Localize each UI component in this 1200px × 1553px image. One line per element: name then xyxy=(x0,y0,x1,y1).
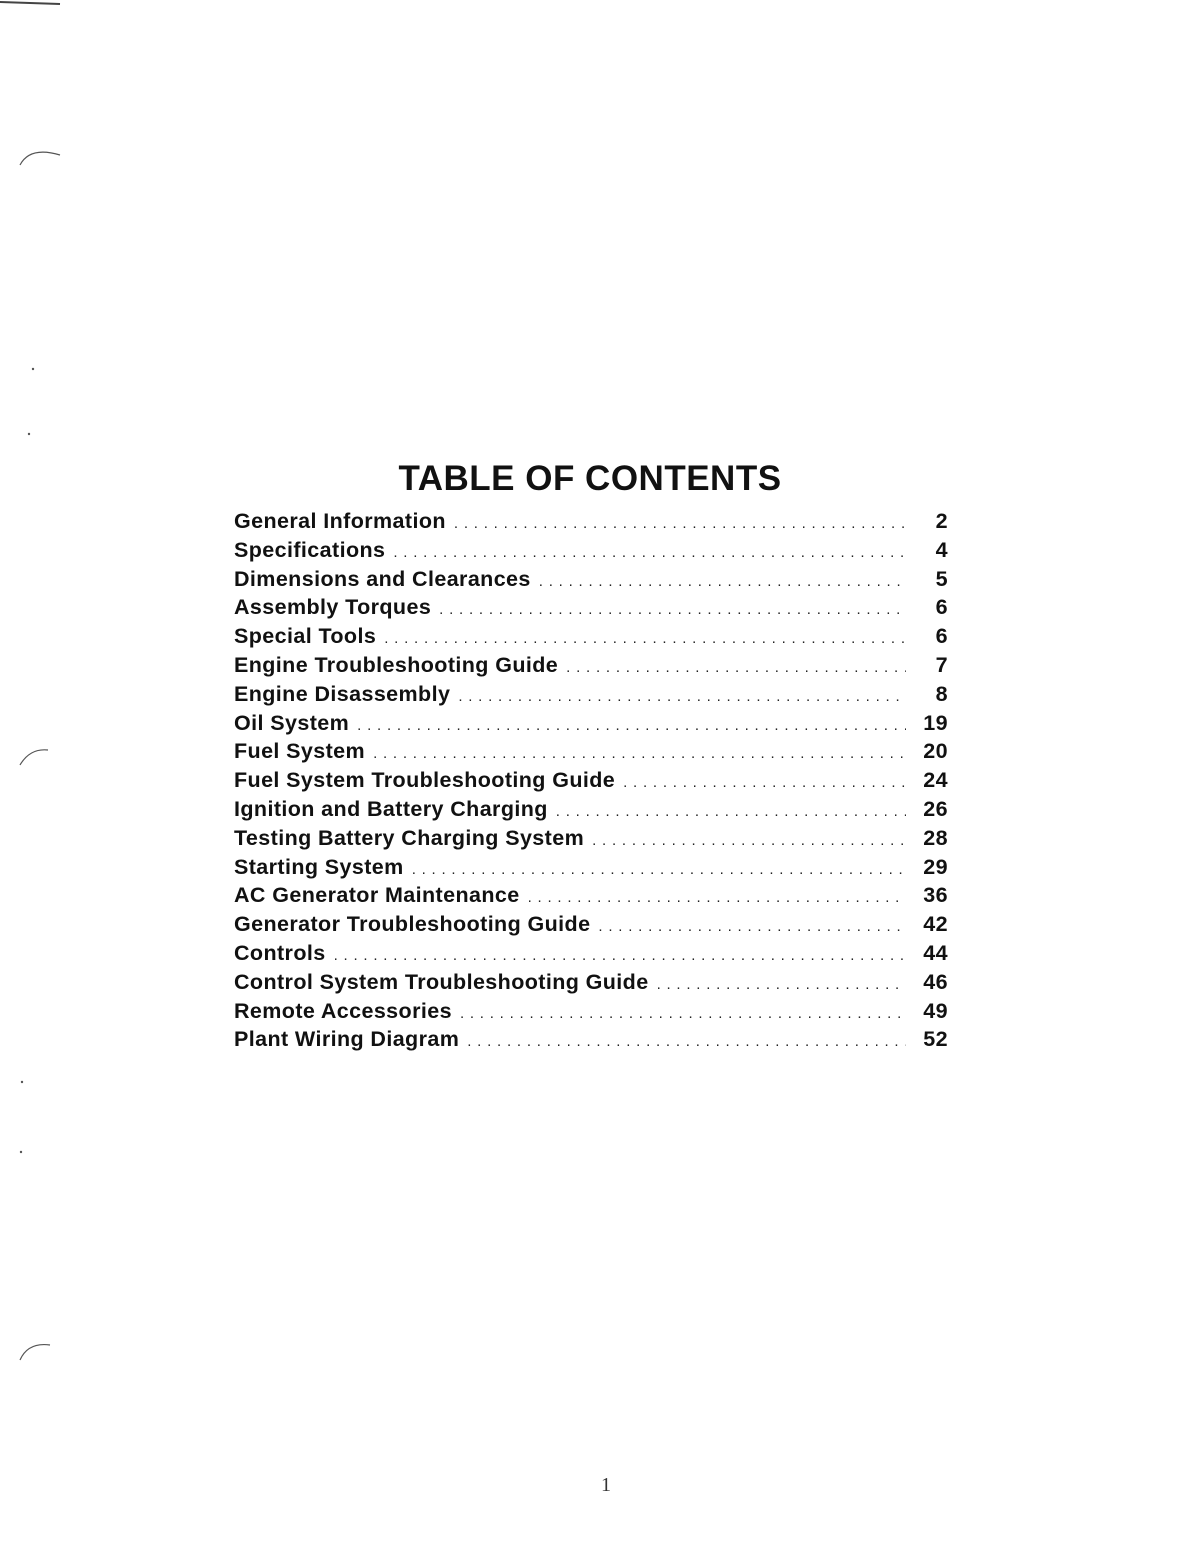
toc-entry xyxy=(234,711,948,740)
dot-leader xyxy=(653,976,906,993)
toc-entry-page: 20 xyxy=(923,739,948,764)
toc-entry-page: 7 xyxy=(935,652,948,677)
toc-entry-page: 24 xyxy=(923,768,948,793)
toc-entry-title: Controls xyxy=(234,940,326,965)
dot-leader xyxy=(619,774,906,791)
punch-hole-mark-top xyxy=(20,152,60,165)
toc-entry-page: 6 xyxy=(935,595,948,620)
toc-entry-page: 8 xyxy=(935,681,948,706)
toc-entry-title: Engine Disassembly xyxy=(234,681,451,706)
punch-hole-mark-bottom xyxy=(20,1345,50,1360)
toc-entry-title: Oil System xyxy=(234,710,350,735)
scan-speck xyxy=(28,433,30,435)
toc-entry xyxy=(234,826,948,855)
toc-entry-page: 6 xyxy=(935,624,948,649)
dot-leader xyxy=(369,745,906,762)
toc-entry xyxy=(234,797,948,826)
toc-entry xyxy=(234,509,948,538)
toc-entry xyxy=(234,538,948,567)
scan-speck xyxy=(20,1151,22,1153)
toc-entry-title: Fuel System xyxy=(234,739,366,764)
dot-leader xyxy=(435,601,906,618)
toc-entry-title: Starting System xyxy=(234,854,404,879)
toc-entry xyxy=(234,855,948,884)
dot-leader xyxy=(524,889,906,906)
toc-entry xyxy=(234,999,948,1028)
toc-entry-page: 19 xyxy=(923,710,948,735)
punch-hole-mark-middle xyxy=(20,750,48,765)
table-of-contents xyxy=(234,509,948,1056)
dot-leader xyxy=(389,544,906,561)
toc-entry xyxy=(234,883,948,912)
toc-entry-title: Specifications xyxy=(234,537,386,562)
toc-entry-page: 29 xyxy=(923,854,948,879)
toc-entry-title: General Information xyxy=(234,509,446,533)
toc-entry xyxy=(234,912,948,941)
toc-entry xyxy=(234,653,948,682)
dot-leader xyxy=(330,947,906,964)
toc-entry-page: 36 xyxy=(923,883,948,908)
dot-leader xyxy=(380,630,906,647)
toc-entry-title: Generator Troubleshooting Guide xyxy=(234,912,591,937)
toc-entry-page: 26 xyxy=(923,796,948,821)
dot-leader xyxy=(588,832,906,849)
toc-entry-page: 44 xyxy=(923,940,948,965)
dot-leader xyxy=(562,659,906,676)
toc-entry-title: Fuel System Troubleshooting Guide xyxy=(234,768,616,793)
dot-leader xyxy=(456,1005,906,1022)
toc-entry-page: 46 xyxy=(923,969,948,994)
toc-entry-title: Testing Battery Charging System xyxy=(234,825,585,850)
toc-entry xyxy=(234,739,948,768)
toc-entry xyxy=(234,768,948,797)
toc-entry-page: 2 xyxy=(935,509,948,533)
toc-entry xyxy=(234,970,948,999)
scan-speck xyxy=(21,1081,23,1083)
page-title: TABLE OF CONTENTS xyxy=(398,459,782,499)
toc-entry-title: Control System Troubleshooting Guide xyxy=(234,969,649,994)
toc-entry xyxy=(234,1027,948,1056)
dot-leader xyxy=(463,1033,906,1050)
dot-leader xyxy=(552,803,906,820)
toc-entry xyxy=(234,941,948,970)
dot-leader xyxy=(408,861,906,878)
toc-entry-page: 42 xyxy=(923,912,948,937)
toc-entry xyxy=(234,595,948,624)
corner-scan-mark xyxy=(0,2,60,4)
toc-entry-page: 5 xyxy=(935,566,948,591)
toc-entry-page: 49 xyxy=(923,998,948,1023)
toc-entry xyxy=(234,682,948,711)
toc-entry-title: Engine Troubleshooting Guide xyxy=(234,652,559,677)
toc-entry-title: Remote Accessories xyxy=(234,998,452,1023)
toc-entry-title: Plant Wiring Diagram xyxy=(234,1027,460,1052)
page-number: 1 xyxy=(601,1474,611,1496)
toc-entry-title: Ignition and Battery Charging xyxy=(234,796,548,821)
dot-leader xyxy=(594,918,906,935)
toc-entry-page: 52 xyxy=(923,1027,948,1052)
dot-leader xyxy=(535,573,906,590)
scan-speck xyxy=(32,368,34,370)
toc-entry-title: Special Tools xyxy=(234,624,377,649)
toc-entry-title: Assembly Torques xyxy=(234,595,432,620)
toc-entry xyxy=(234,624,948,653)
toc-entry-title: AC Generator Maintenance xyxy=(234,883,520,908)
dot-leader xyxy=(454,688,906,705)
dot-leader xyxy=(353,717,906,734)
dot-leader xyxy=(450,515,906,532)
toc-entry-page: 28 xyxy=(923,825,948,850)
toc-entry xyxy=(234,567,948,596)
toc-entry-title: Dimensions and Clearances xyxy=(234,566,531,591)
toc-entry-page: 4 xyxy=(935,537,948,562)
